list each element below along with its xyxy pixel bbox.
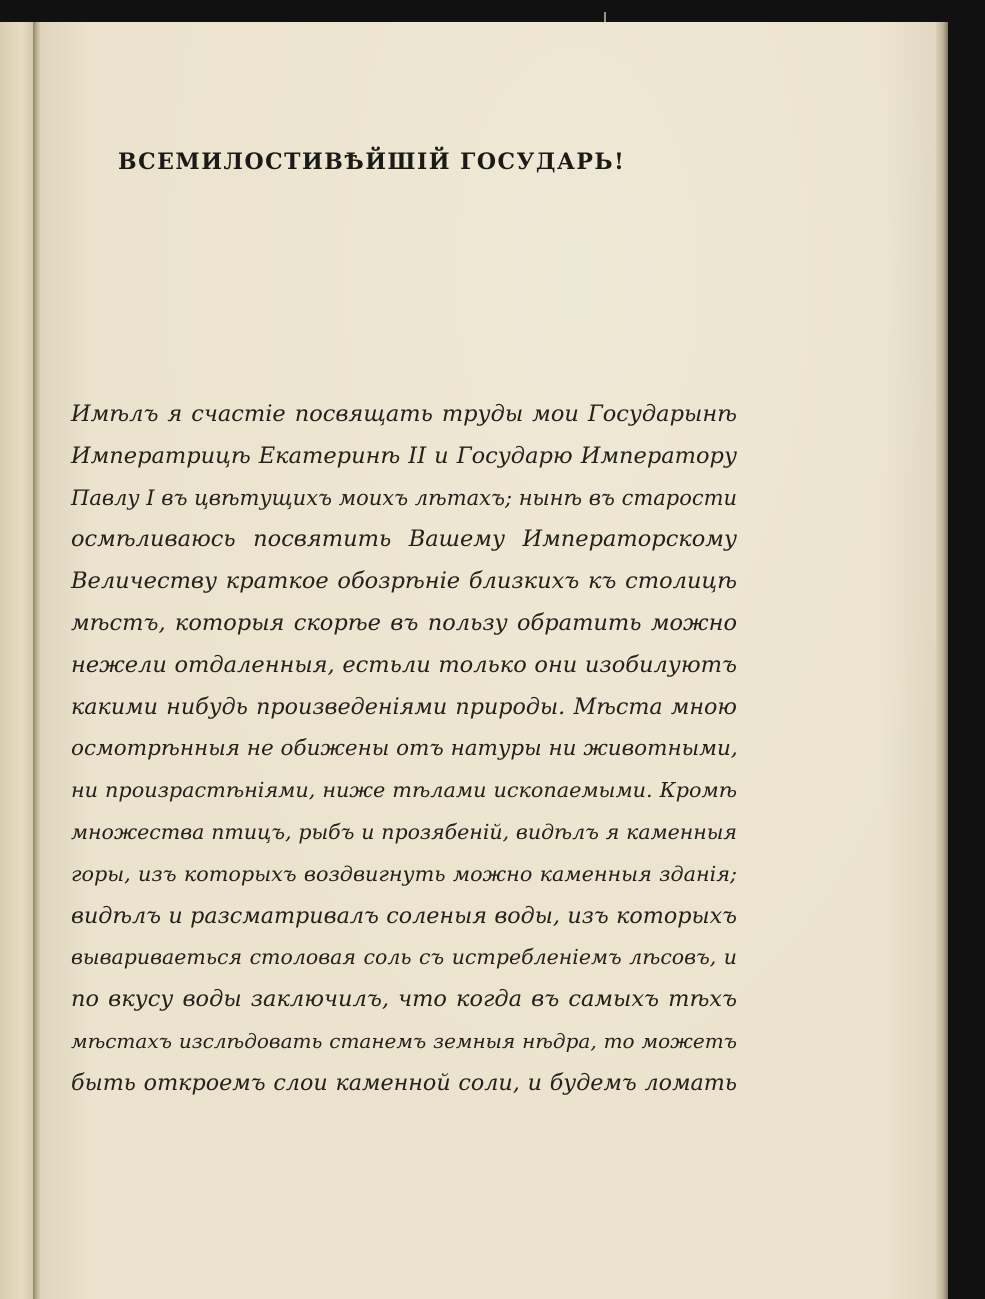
page-fore-edge [936, 22, 948, 1299]
text-line: осмотрѣнныя не обижены отъ натуры ни животными, [71, 736, 738, 762]
text-line: быть откроемъ слои каменной соли, и будемъ ломать [71, 1069, 737, 1096]
dedication-body [71, 394, 737, 1105]
text-line: Павлу I въ цвѣтущихъ моихъ лѣтахъ; нынѣ въ старости [71, 485, 738, 510]
text-line: по вкусу воды заключилъ, что когда въ самыхъ тѣхъ [71, 986, 737, 1013]
text-line: мѣстъ, которыя скорѣе въ пользу обратить можно [71, 609, 737, 636]
text-line: Имѣлъ я счастіе посвящать труды мои Государынѣ [71, 401, 737, 427]
text-line: Императрицѣ Екатеринѣ II и Государю Императору [71, 442, 737, 469]
text-line: нежели отдаленныя, естьли только они изобилуютъ [71, 651, 737, 678]
text-line: видѣлъ и разсматривалъ соленыя воды, изъ которыхъ [71, 902, 737, 929]
text-line: какими нибудь произведеніями природы. Мѣста мною [71, 693, 737, 720]
text-line: мѣстахъ изслѣдовать станемъ земныя нѣдра, то можетъ [71, 1028, 737, 1053]
text-line: вывариваеться столовая соль съ истребленіемъ лѣсовъ, и [71, 945, 737, 970]
text-line: горы, изъ которыхъ воздвигнуть можно каменныя зданія; [71, 861, 737, 886]
text-line: осмѣливаюсь посвятить Вашему Императорскому [71, 526, 737, 553]
text-line: множества птицъ, рыбъ и прозябеній, видѣлъ я каменныя [71, 819, 737, 844]
left-page-edge [0, 22, 36, 1299]
text-line: ни произрастѣніями, ниже тѣлами ископаемыми. Кромѣ [71, 778, 737, 803]
text-line: Величеству краткое обозрѣніе близкихъ къ столицѣ [71, 568, 737, 595]
dedication-heading: ВСЕМИЛОСТИВѢЙШІЙ ГОСУДАРЬ! [118, 149, 626, 175]
